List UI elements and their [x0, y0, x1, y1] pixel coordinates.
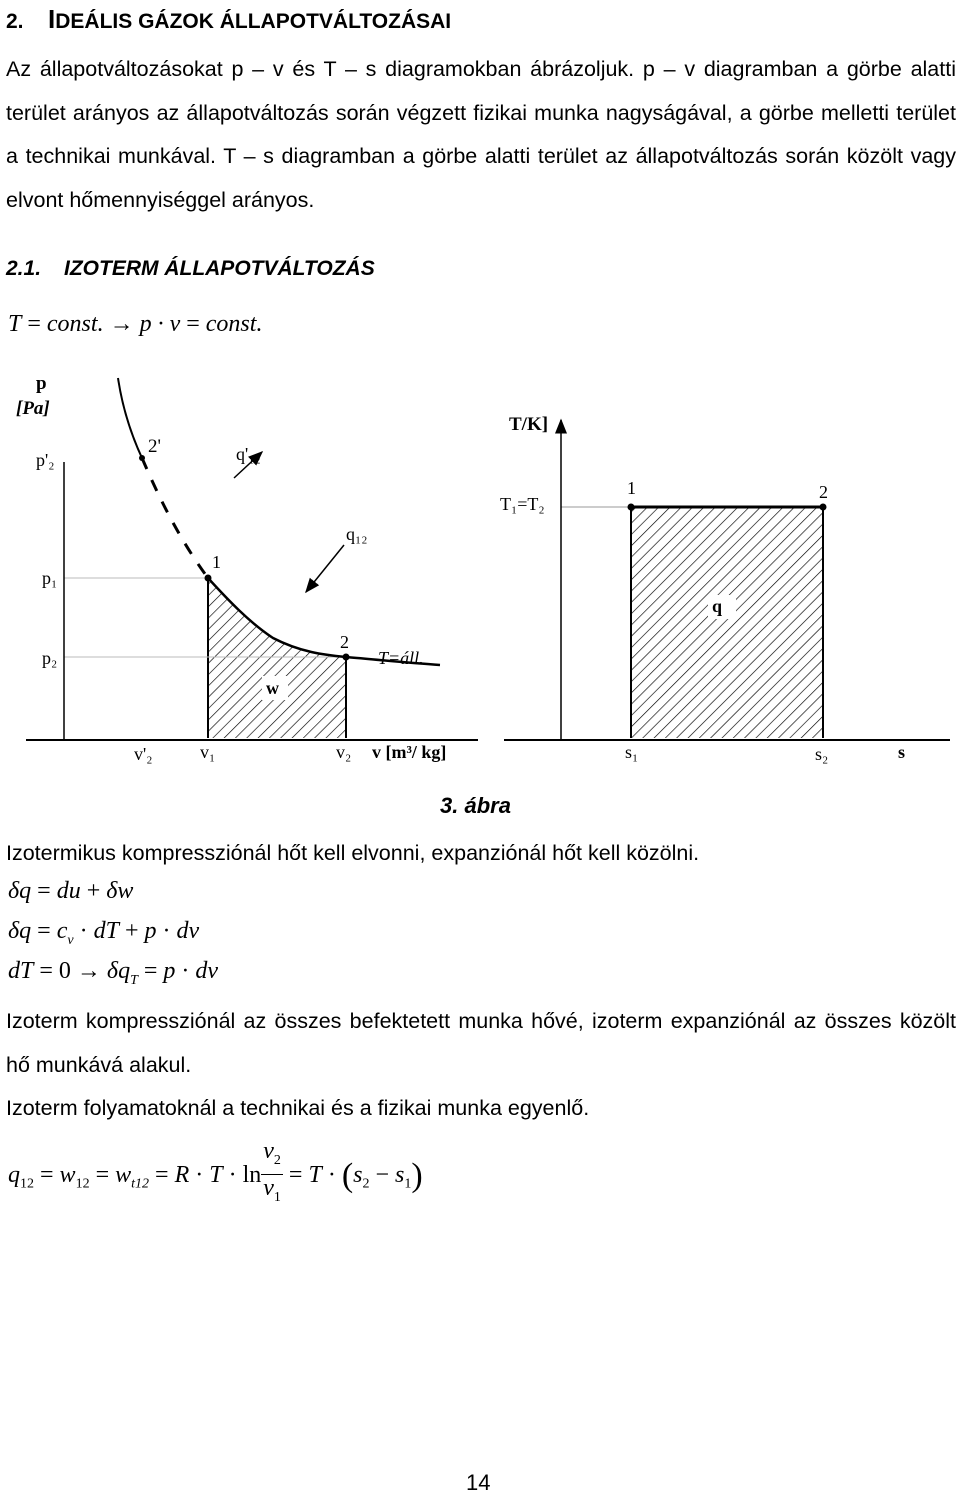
- fe-qsub: 12: [20, 1176, 34, 1192]
- pv-tick-v2prime: v'₂: [134, 744, 153, 764]
- fe-numsub: 2: [273, 1152, 281, 1168]
- ts-x-label: s: [898, 742, 906, 762]
- fe-minus: −: [369, 1161, 396, 1188]
- e3-dot: ·: [175, 958, 196, 984]
- e2-dot: ·: [73, 918, 94, 944]
- fe-num: v: [263, 1138, 274, 1164]
- pv-label-q12: q₁₂: [346, 524, 368, 544]
- section-heading: [6, 257, 375, 281]
- fe-w: w: [59, 1161, 76, 1188]
- e1-lhs: δq: [8, 878, 32, 904]
- fe-dot3: ·: [321, 1161, 342, 1188]
- e2-eq: =: [31, 918, 57, 944]
- pv-label-1: 1: [212, 552, 221, 572]
- fe-rparen: ): [411, 1156, 423, 1194]
- pv-point-1: [205, 575, 212, 582]
- fe-R: R: [174, 1161, 190, 1188]
- ts-label-q: q: [712, 596, 723, 616]
- f1-eq: =: [21, 311, 47, 337]
- e2-c: c: [56, 918, 68, 944]
- e3-q: δq: [106, 958, 131, 984]
- fe-wtsub: t12: [131, 1176, 150, 1192]
- fe-lparen: (: [341, 1156, 354, 1194]
- ts-point-2: [820, 504, 827, 511]
- e1-plus: +: [80, 878, 107, 904]
- ts-label-2: 2: [819, 482, 828, 502]
- equation-2: [8, 918, 199, 949]
- section-number: 2.1.: [6, 257, 42, 280]
- e2-csub: v: [67, 932, 74, 948]
- fe-dot: ·: [189, 1161, 210, 1188]
- isotherm-heat-text: Izotermikus kompressziónál hőt kell elvonni, expanziónál hőt kell közölni.: [6, 841, 700, 865]
- f1-const: const.: [46, 311, 104, 337]
- fe-ln: ln: [242, 1161, 262, 1188]
- pv-point-2: [343, 654, 350, 661]
- figure-caption: 3. ábra: [440, 793, 511, 818]
- ts-tick-s1: s₁: [625, 742, 639, 762]
- fe-numerator: [261, 1138, 283, 1175]
- fe-den: v: [263, 1174, 274, 1201]
- page-number: 14: [466, 1470, 491, 1495]
- e3-zero: 0: [58, 958, 71, 984]
- figure-3: [0, 355, 960, 785]
- fe-q: q: [8, 1161, 20, 1188]
- chapter-title-initial: I: [48, 4, 56, 34]
- pv-y-label: p: [36, 373, 47, 394]
- technical-work-text: Izoterm folyamatoknál a technikai és a fizikai munka egyenlő.: [6, 1096, 590, 1120]
- e1-dw: δw: [106, 878, 134, 904]
- ts-label-1: 1: [627, 478, 636, 498]
- pv-y-unit: [Pa]: [16, 398, 50, 419]
- pv-label-2prime: 2': [148, 436, 161, 457]
- chapter-heading: [6, 4, 451, 35]
- e3-qsub: T: [130, 972, 138, 988]
- e3-p: p: [163, 958, 176, 984]
- ts-tick-s2: s₂: [815, 744, 829, 764]
- pv-label-2: 2: [340, 632, 349, 652]
- fe-eq3: =: [149, 1161, 175, 1188]
- e2-plus: +: [118, 918, 145, 944]
- e1-du: du: [56, 878, 81, 904]
- fe-s1sub: 1: [404, 1176, 412, 1192]
- ts-point-1: [628, 504, 635, 511]
- isotherm-work-text: Izoterm kompressziónál az összes befektetett munka hővé, izoterm expanziónál az összes közölt hő munkává alakul.: [6, 1009, 956, 1077]
- e3-dv: dv: [195, 958, 219, 984]
- fe-denominator: [261, 1175, 283, 1211]
- fe-fraction: [261, 1138, 283, 1211]
- ts-heat-area: [631, 507, 823, 738]
- e2-p: p: [144, 918, 157, 944]
- pv-tick-p2: p₂: [42, 648, 58, 668]
- pv-tick-v2: v₂: [336, 742, 352, 762]
- equation-3: [8, 958, 218, 989]
- fe-dot2: ·: [222, 1161, 243, 1188]
- chapter-number: 2.: [6, 10, 24, 33]
- f1-eq2: =: [180, 311, 206, 337]
- e2-dv: dv: [176, 918, 200, 944]
- ts-y-label: T/K]: [509, 414, 549, 435]
- pv-label-isotherm: T=áll.: [378, 648, 424, 668]
- fe-s2: s: [353, 1161, 363, 1188]
- e3-dT: dT: [8, 958, 34, 984]
- ts-tick-T: T₁=T₂: [500, 494, 545, 514]
- pv-tick-p2prime: p'₂: [36, 450, 55, 470]
- e3-arrow: →: [70, 958, 107, 984]
- final-equation: [8, 1140, 423, 1213]
- f1-T: T: [8, 311, 22, 337]
- e2-lhs: δq: [8, 918, 32, 944]
- fe-T: T: [209, 1161, 223, 1188]
- e2-dT: dT: [93, 918, 119, 944]
- fe-eq4: =: [282, 1161, 309, 1188]
- intro-paragraph: Az állapotváltozásokat p – v és T – s diagramokban ábrázoljuk. p – v diagramban a görbe alatti terület arányos az állapotváltozás során végzett fizikai munka nagyságával, a görbe melletti terület a technikai munkával. T – s diagramban a görbe alatti terület az állapotváltozás során közölt vagy elvont hőmennyiséggel arányos.: [6, 57, 956, 212]
- chapter-title: DEÁLIS GÁZOK ÁLLAPOTVÁLTOZÁSAI: [55, 10, 452, 33]
- pv-tick-v1: v₁: [200, 742, 216, 762]
- fe-T2: T: [308, 1161, 322, 1188]
- isotherm-condition-formula: [8, 311, 262, 338]
- pv-label-w: w: [266, 678, 279, 698]
- fe-eq2: =: [89, 1161, 116, 1188]
- fe-densub: 1: [273, 1189, 281, 1205]
- e2-dot2: ·: [156, 918, 177, 944]
- f1-const2: const.: [205, 311, 263, 337]
- fe-eq: =: [34, 1161, 60, 1188]
- pv-point-2prime: [139, 455, 145, 461]
- pv-x-label: v [m³/ kg]: [372, 742, 447, 762]
- e1-eq: =: [31, 878, 57, 904]
- e3-eq: =: [33, 958, 59, 984]
- equation-1: [8, 878, 133, 905]
- fe-wsub: 12: [75, 1176, 90, 1192]
- fe-wt: w: [115, 1161, 132, 1188]
- fe-s1: s: [395, 1161, 405, 1188]
- f1-pv: p · v: [139, 311, 181, 337]
- e3-eq2: =: [137, 958, 164, 984]
- section-title: IZOTERM ÁLLAPOTVÁLTOZÁS: [64, 257, 375, 280]
- pv-tick-p1: p₁: [42, 568, 58, 588]
- fe-s2sub: 2: [362, 1176, 370, 1192]
- pv-label-q12prime: q'₁₂: [236, 444, 261, 464]
- f1-arrow: →: [103, 311, 140, 337]
